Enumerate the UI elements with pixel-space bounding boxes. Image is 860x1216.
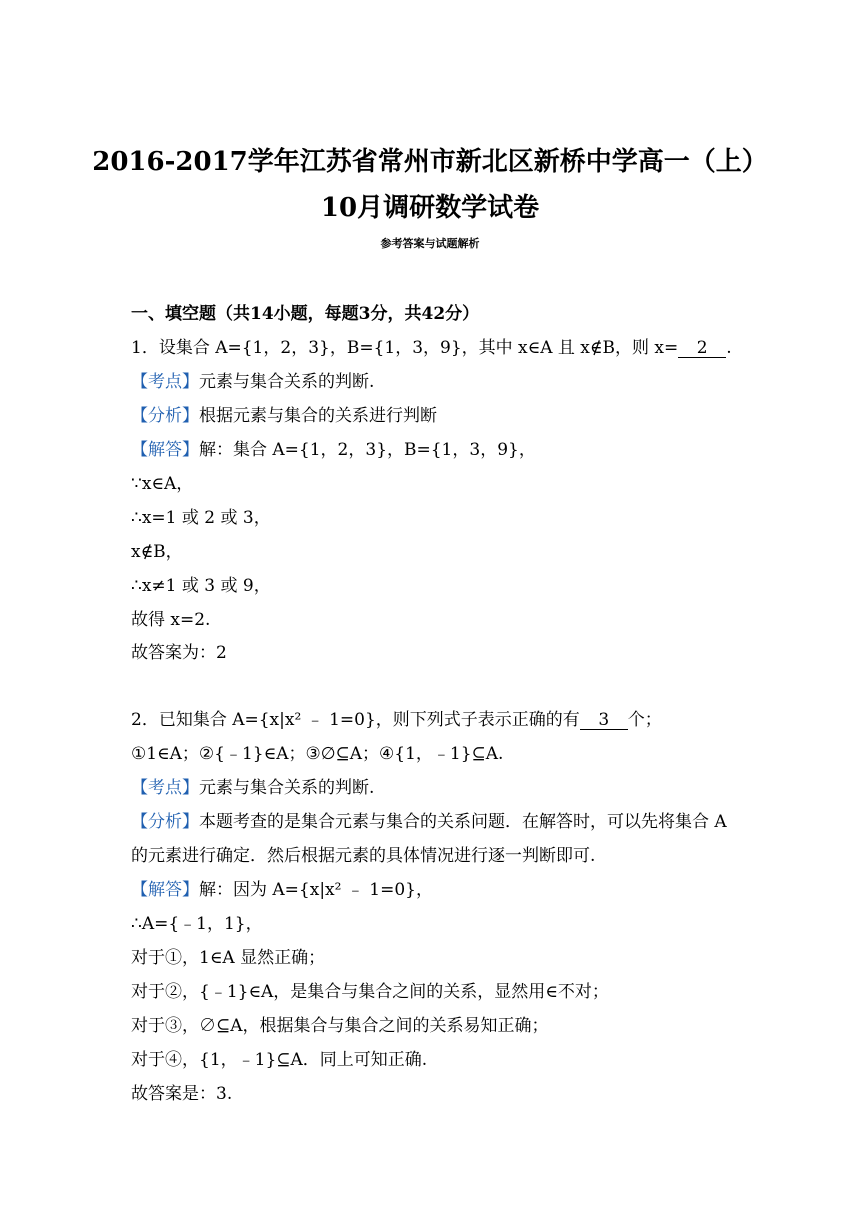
q2-step: 故答案是：3. — [131, 1084, 233, 1104]
q2-stem — [131, 708, 662, 732]
q1-answer-blank: 2 — [678, 339, 726, 358]
q1-jieda-tag: 【解答】 — [131, 440, 199, 460]
q1-stem — [131, 336, 732, 360]
q1-kaodian-text: 元素与集合关系的判断. — [199, 372, 375, 392]
document-title-line1: 2016-2017学年江苏省常州市新北区新桥中学高一（上） — [92, 147, 768, 177]
section-heading: 一、填空题（共14小题，每题3分，共42分） — [131, 304, 480, 324]
q2-step: 对于①，1∈A 显然正确； — [131, 948, 326, 968]
q1-step: 故答案为：2 — [131, 643, 227, 663]
q1-step: ∵x∈A， — [131, 474, 194, 494]
q2-fenxi-text-line2: 的元素进行确定．然后根据元素的具体情况进行逐一判断即可. — [131, 846, 596, 866]
q1-stem-text: 1．设集合 A={1，2，3}，B={1，3，9}，其中 x∈A 且 x∉B，则 x= — [131, 338, 679, 358]
q2-step: 对于②，{﹣1}∈A，是集合与集合之间的关系，显然用∈不对； — [131, 982, 609, 1002]
document-subtitle: 参考答案与试题解析 — [380, 237, 480, 250]
q2-stem-text: 2．已知集合 A={x|x² ﹣ 1=0}，则下列式子表示正确的有 — [131, 710, 580, 730]
q2-kaodian-tag: 【考点】 — [131, 778, 199, 798]
q1-step: ∴x=1 或 2 或 3， — [131, 508, 271, 528]
q2-step: 对于④，{1，﹣1}⊆A．同上可知正确. — [131, 1050, 428, 1070]
q2-fenxi — [131, 810, 727, 834]
q1-fenxi — [131, 404, 437, 428]
q1-kaodian-tag: 【考点】 — [131, 372, 199, 392]
q1-step: x∉B， — [131, 542, 183, 562]
q2-kaodian-text: 元素与集合关系的判断. — [199, 778, 375, 798]
q1-kaodian — [131, 370, 374, 394]
q2-fenxi-text-line1: 本题考查的是集合元素与集合的关系问题．在解答时，可以先将集合 A — [199, 812, 727, 832]
q1-fenxi-text: 根据元素与集合的关系进行判断 — [199, 406, 437, 426]
q2-answer-blank: 3 — [580, 711, 628, 730]
q1-stem-end: . — [726, 338, 732, 358]
q2-step: ∴A={﹣1，1}， — [131, 914, 263, 934]
q2-jieda — [131, 878, 433, 902]
q2-jieda-text: 解：因为 A={x|x² ﹣ 1=0}， — [199, 880, 433, 900]
document-title-line2: 10月调研数学试卷 — [320, 193, 540, 223]
q2-step: 对于③，∅⊆A，根据集合与集合之间的关系易知正确； — [131, 1016, 549, 1036]
q1-jieda — [131, 438, 536, 462]
q1-step: 故得 x=2. — [131, 610, 211, 630]
q2-jieda-tag: 【解答】 — [131, 880, 199, 900]
q2-options: ①1∈A；②{﹣1}∈A；③∅⊆A；④{1，﹣1}⊆A. — [131, 744, 504, 764]
q1-step: ∴x≠1 或 3 或 9， — [131, 576, 271, 596]
q1-fenxi-tag: 【分析】 — [131, 406, 199, 426]
q1-jieda-text: 解：集合 A={1，2，3}，B={1，3，9}， — [199, 440, 536, 460]
q2-kaodian — [131, 776, 374, 800]
q2-fenxi-tag: 【分析】 — [131, 812, 199, 832]
q2-stem-end: 个； — [627, 710, 662, 730]
